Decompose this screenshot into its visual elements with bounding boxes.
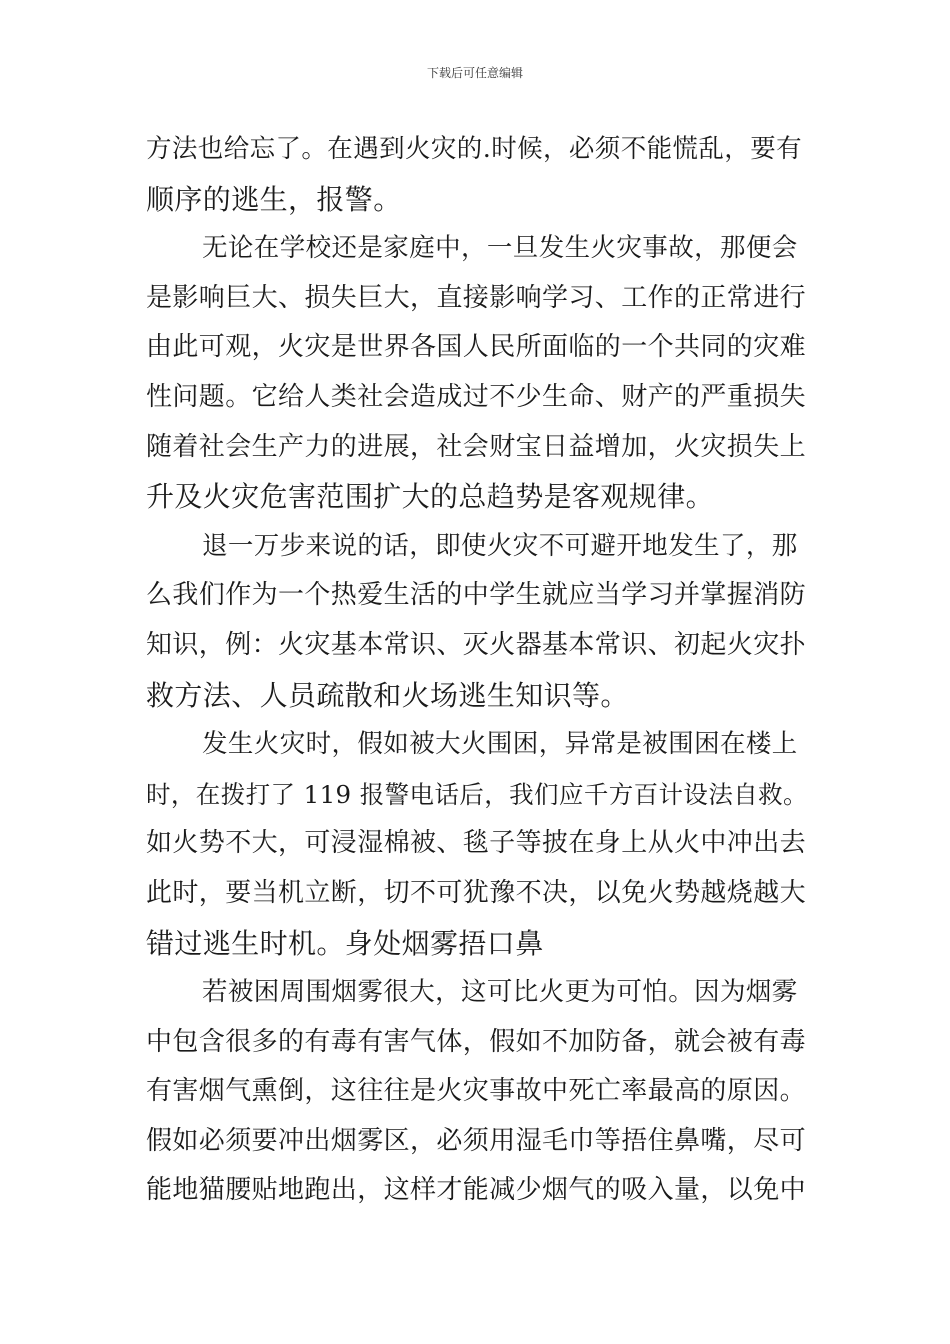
document-body: [146, 125, 808, 1216]
text-line: 若被困周围烟雾很大，这可比火更为可怕。因为烟雾: [202, 977, 798, 1008]
text-line: 中包含很多的有毒有害气体，假如不加防备，就会被有毒: [146, 1026, 807, 1057]
text-line: 性问题。它给人类社会造成过不少生命、财产的严重损失: [146, 381, 807, 412]
text-line: 时，在拨打了 119 报警电话后，我们应千方百计设法自救。: [146, 779, 808, 809]
text-line: 无论在学校还是家庭中，一旦发生火灾事故，那便会: [202, 233, 798, 264]
text-line: 方法也给忘了。在遇到火灾的.时候，必须不能慌乱，要有: [146, 134, 803, 164]
text-line: 是影响巨大、损失巨大，直接影响学习、工作的正常进行: [146, 282, 807, 313]
text-line: 发生火灾时，假如被大火围困，异常是被围困在楼上: [202, 729, 798, 760]
page-header-note: 下载后可任意编辑: [426, 66, 523, 80]
text-line: 错过逃生时机。身处烟雾捂口鼻: [146, 926, 544, 960]
text-line: 假如必须要冲出烟雾区，必须用湿毛巾等捂住鼻嘴，尽可: [146, 1125, 807, 1156]
text-line: 救方法、人员疏散和火场逃生知识等。: [146, 678, 629, 712]
text-line: 有害烟气熏倒，这往往是火灾事故中死亡率最高的原因。: [146, 1076, 807, 1107]
text-line: 知识，例：火灾基本常识、灭火器基本常识、初起火灾扑: [146, 629, 807, 660]
text-line: 退一万步来说的话，即使火灾不可避开地发生了，那: [202, 530, 798, 561]
text-line: 能地猫腰贴地跑出，这样才能减少烟气的吸入量，以免中: [146, 1175, 807, 1206]
text-line: 顺序的逃生，报警。: [146, 182, 402, 216]
text-line: 此时，要当机立断，切不可犹豫不决，以免火势越烧越大: [146, 877, 807, 908]
text-line: 随着社会生产力的进展，社会财宝日益增加，火灾损失上: [146, 431, 807, 462]
text-line: 升及火灾危害范围扩大的总趋势是客观规律。: [146, 480, 715, 514]
text-line: 么我们作为一个热爱生活的中学生就应当学习并掌握消防: [146, 580, 807, 611]
text-line: 由此可观，火灾是世界各国人民所面临的一个共同的灾难: [146, 332, 807, 363]
text-line: 如火势不大，可浸湿棉被、毯子等披在身上从火中冲出去: [146, 828, 807, 859]
